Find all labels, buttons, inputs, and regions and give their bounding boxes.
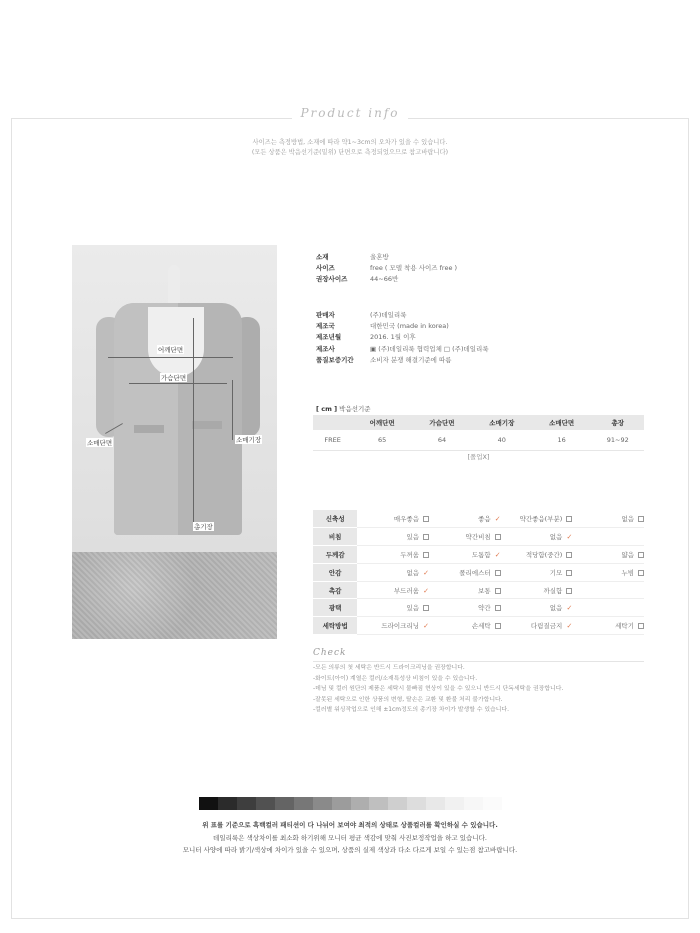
info-row-warranty: 품질보증기간 소비자 분쟁 해결기준에 따름 xyxy=(316,355,452,364)
maker-info xyxy=(316,310,489,366)
gray-swatch xyxy=(275,797,294,810)
list-item: -데님 및 컬러 원단의 제품은 세탁시 물빠짐 현상이 있을 수 있으니 반드시 단독세탁을 권장합니다. xyxy=(313,686,564,693)
feature-option: 보통 xyxy=(429,581,501,599)
checkbox-icon xyxy=(566,570,572,576)
table-row xyxy=(313,528,644,546)
gray-swatch xyxy=(483,797,502,810)
checkbox-icon xyxy=(423,534,429,540)
feature-option: 누빔 xyxy=(572,563,644,581)
checked-icon: ✓ xyxy=(423,586,430,595)
chest-label: 가슴단면 xyxy=(161,374,187,382)
color-notice-line2: 데일리룩은 색상차이를 최소화 하기위해 모니터 평균 색감에 맞춰 사진보정작업을 하고 있습니다. xyxy=(213,834,487,842)
gray-swatch xyxy=(445,797,464,810)
feature-option: 부드러움 ✓ xyxy=(357,581,429,599)
color-notice-bold: 위 표를 기준으로 흑백컬러 패티션이 다 나뉘어 보여야 최적의 상태로 상품컬러를 확인하실 수 있습니다. xyxy=(202,821,498,829)
info-row-material: 소재 울혼방 xyxy=(316,253,389,261)
fabric-closeup xyxy=(72,552,277,639)
gray-swatch xyxy=(313,797,332,810)
fold-note: [폴업X] xyxy=(467,453,490,461)
feature-option: 세탁기 xyxy=(572,617,644,635)
feature-option: 있음 xyxy=(357,599,429,617)
grayscale-bar xyxy=(199,797,502,810)
checked-icon: ✓ xyxy=(566,604,573,613)
info-row-country: 제조국 대한민국 (made in korea) xyxy=(316,322,449,331)
feature-option: 약간비침 xyxy=(429,528,501,546)
gray-swatch xyxy=(464,797,483,810)
feature-name: 신축성 xyxy=(313,510,357,528)
gray-swatch xyxy=(369,797,388,810)
feature-name: 비침 xyxy=(313,528,357,546)
feature-option: 다림질금지 ✓ xyxy=(501,617,573,635)
feature-option xyxy=(572,528,644,546)
checkbox-icon xyxy=(638,516,644,522)
table-row xyxy=(313,581,644,599)
checked-icon: ✓ xyxy=(423,568,430,577)
gray-swatch xyxy=(426,797,445,810)
table-row xyxy=(313,617,644,635)
sleeve-length-label: 소매기장 xyxy=(236,436,262,444)
shoulder-line xyxy=(108,357,233,358)
feature-name: 광택 xyxy=(313,599,357,617)
checked-icon: ✓ xyxy=(494,550,501,559)
feature-option: 기모 xyxy=(501,563,573,581)
section-title: Product info xyxy=(0,106,700,120)
info-row-seller: 판매자 (주)데일리룩 xyxy=(316,311,407,319)
feature-name: 안감 xyxy=(313,563,357,581)
list-item: -컬러별 워싱작업으로 인해 ±1cm정도의 총기장 차이가 발생할 수 있습니다. xyxy=(313,707,509,714)
table-row xyxy=(313,563,644,581)
checkbox-icon xyxy=(423,516,429,522)
list-item: -잘못된 세탁으로 인한 상품의 변형, 탈손은 교환 및 환불 처리 불가합니다. xyxy=(313,696,503,703)
feature-option: 없음 ✓ xyxy=(357,563,429,581)
feature-option: 두꺼움 xyxy=(357,546,429,564)
feature-option: 없음 xyxy=(572,510,644,528)
check-title: Check xyxy=(313,648,347,658)
care-notes xyxy=(313,663,563,716)
checkbox-icon xyxy=(566,516,572,522)
feature-name: 촉감 xyxy=(313,581,357,599)
size-notice: 사이즈는 측정방법, 소재에 따라 약1~3cm의 오차가 있을 수 있습니다. (모든 상품은 박음선기준(밑위) 단면으로 측정되었으므로 참고바랍니다) xyxy=(251,139,449,156)
table-row: FREE 65 64 40 16 91~92 xyxy=(313,430,644,450)
gray-swatch xyxy=(199,797,218,810)
basic-info xyxy=(316,252,457,286)
gray-swatch xyxy=(294,797,313,810)
feature-option: 손세탁 xyxy=(429,617,501,635)
checked-icon: ✓ xyxy=(566,533,573,542)
feature-option: 없음 ✓ xyxy=(501,599,573,617)
table-row xyxy=(313,546,644,564)
checkbox-icon xyxy=(638,552,644,558)
info-row-recommended: 권장사이즈 44~66반 xyxy=(316,275,399,284)
checkbox-icon xyxy=(495,534,501,540)
gray-swatch xyxy=(388,797,407,810)
gray-swatch xyxy=(256,797,275,810)
size-subtitle: [ cm ] 박음선기준 xyxy=(316,405,371,413)
feature-name: 두께감 xyxy=(313,546,357,564)
checkbox-icon xyxy=(495,623,501,629)
checkbox-icon xyxy=(566,552,572,558)
checkbox-icon xyxy=(495,588,501,594)
feature-option: 좋음 ✓ xyxy=(429,510,501,528)
product-photo xyxy=(72,245,277,552)
feature-option: 까실함 xyxy=(501,581,573,599)
feature-option: 없음 ✓ xyxy=(501,528,573,546)
checked-icon: ✓ xyxy=(423,622,430,631)
gray-swatch xyxy=(332,797,351,810)
length-line xyxy=(193,318,194,528)
checkbox-icon xyxy=(495,570,501,576)
gray-swatch xyxy=(407,797,426,810)
checkbox-icon xyxy=(423,552,429,558)
checkbox-icon xyxy=(638,570,644,576)
feature-option: 폴리에스터 xyxy=(429,563,501,581)
feature-option: 있음 xyxy=(357,528,429,546)
info-row-size: 사이즈 free ( 모델 착용 사이즈 free ) xyxy=(316,264,458,273)
gray-swatch xyxy=(237,797,256,810)
sleeve-width-label: 소매단면 xyxy=(87,439,113,447)
feature-option: 얇음 xyxy=(572,546,644,564)
checked-icon: ✓ xyxy=(494,515,501,524)
info-row-manufacturer: 제조사 ▣ (주)데일리룩 협력업체 □ (주)데일리룩 xyxy=(316,344,489,353)
list-item: -모든 의류의 첫 세탁은 반드시 드라이크리닝을 권장합니다. xyxy=(313,665,465,671)
gray-swatch xyxy=(351,797,370,810)
checkbox-icon xyxy=(566,588,572,594)
feature-option: 약간 xyxy=(429,599,501,617)
gray-swatch xyxy=(218,797,237,810)
checkbox-icon xyxy=(495,605,501,611)
feature-option: 매우좋음 xyxy=(357,510,429,528)
feature-option xyxy=(572,599,644,617)
shoulder-label: 어깨단면 xyxy=(158,346,184,354)
feature-option: 드라이크리닝 ✓ xyxy=(357,617,429,635)
checked-icon: ✓ xyxy=(566,622,573,631)
size-table: 어깨단면 가슴단면 소매기장 소매단면 총장 FREE 65 64 40 16 91~92 xyxy=(313,415,644,451)
table-row xyxy=(313,510,644,528)
chest-line xyxy=(129,383,227,384)
feature-option: 도톰함 ✓ xyxy=(429,546,501,564)
checkbox-icon xyxy=(638,623,644,629)
color-notice-line3: 모니터 사양에 따라 밝기/색상에 차이가 있을 수 있으며, 상품의 실제 색상과 다소 다르게 보일 수 있는점 참고바랍니다. xyxy=(182,846,518,854)
feature-option: 약간좋음(부분) xyxy=(501,510,573,528)
feature-table xyxy=(313,510,644,635)
feature-option: 적당함(중간) xyxy=(501,546,573,564)
list-item: -화이트(아이) 계열은 컬러/소재특성상 비침이 있을 수 있습니다. xyxy=(313,675,478,682)
table-row xyxy=(313,599,644,617)
checkbox-icon xyxy=(423,605,429,611)
sleeve-length-line xyxy=(232,380,233,440)
length-label: 총기장 xyxy=(194,523,213,531)
info-row-date: 제조년월 2016. 1월 이후 xyxy=(316,333,416,342)
feature-name: 세탁방법 xyxy=(313,617,357,635)
feature-option xyxy=(572,581,644,599)
